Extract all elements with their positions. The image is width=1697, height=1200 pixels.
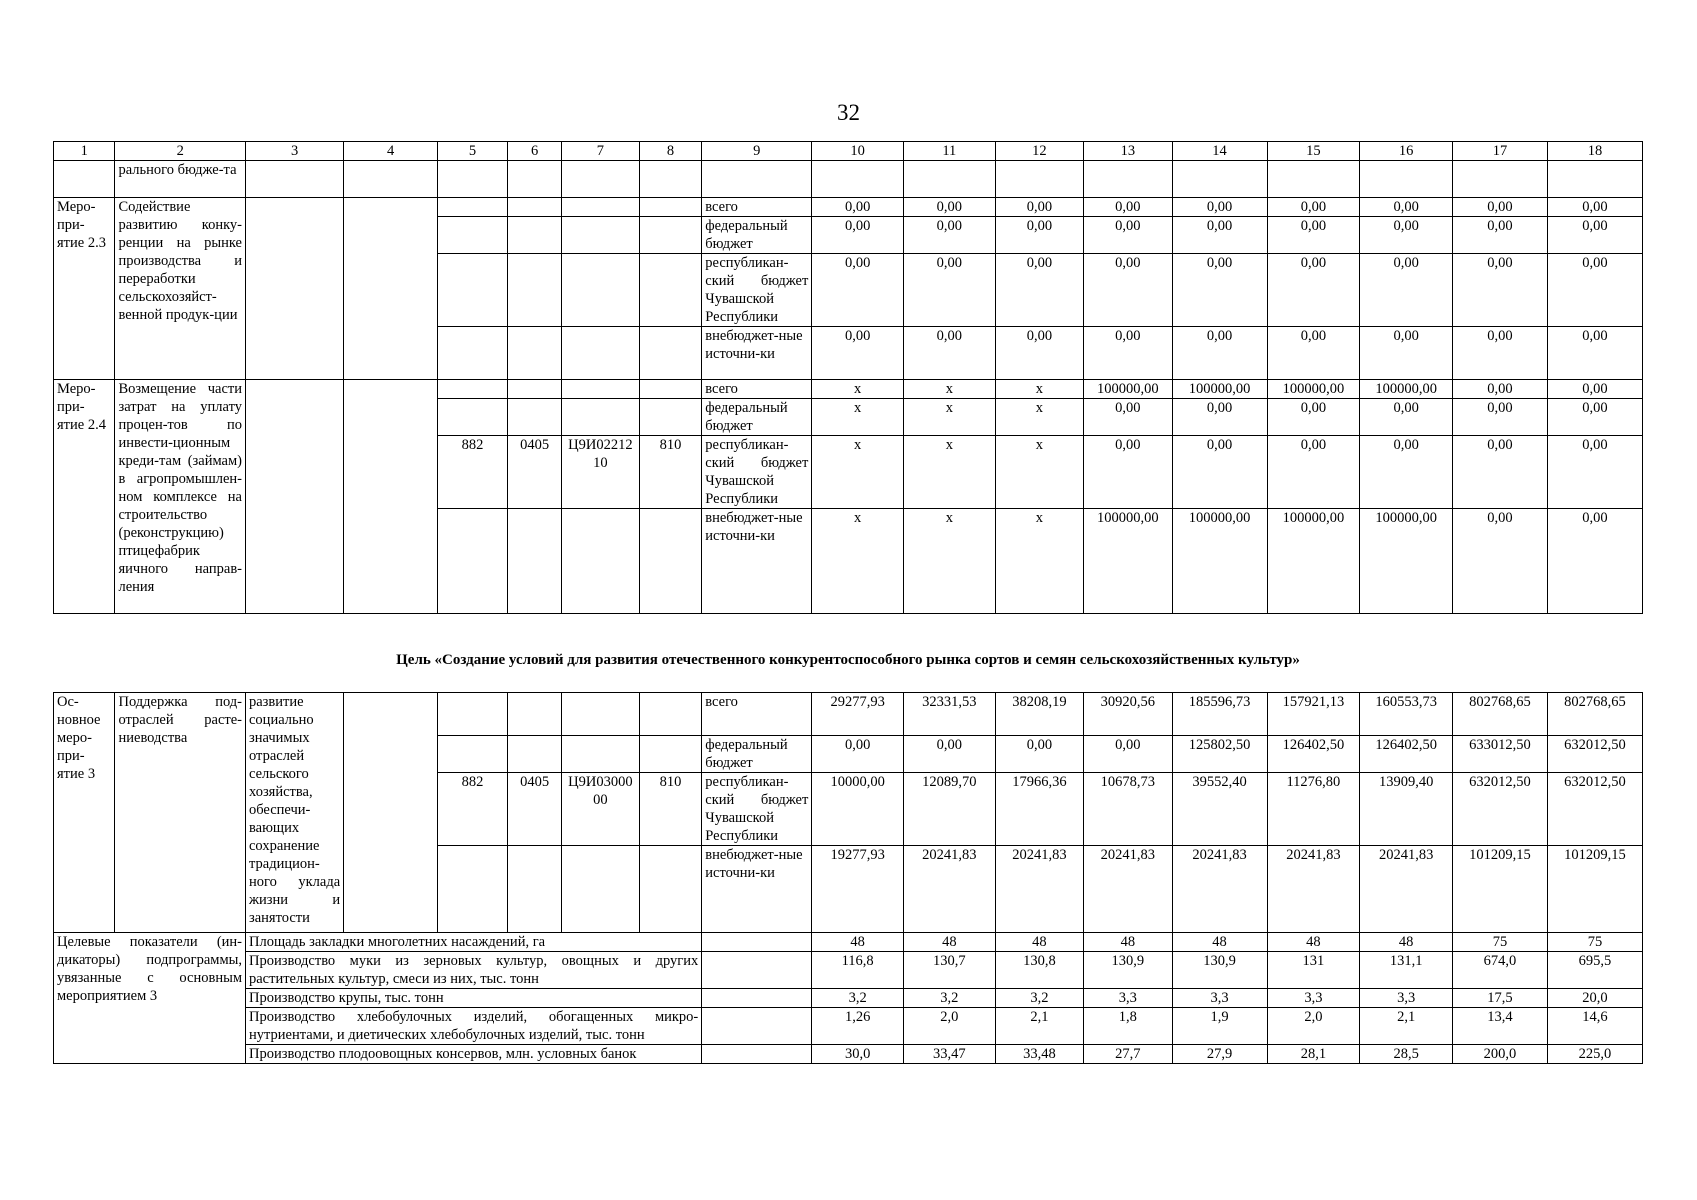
value-cell: 0,00 [1547, 380, 1642, 399]
funding-source: всего [702, 380, 812, 399]
value-cell: 28,1 [1267, 1045, 1360, 1064]
value-cell: 632012,50 [1547, 773, 1642, 846]
value-cell: х [812, 380, 904, 399]
code-expense-type: 810 [639, 773, 702, 846]
value-cell: 3,3 [1360, 989, 1453, 1008]
value-cell: 0,00 [812, 217, 904, 254]
value-cell: 2,0 [903, 1008, 995, 1045]
column-number: 14 [1172, 142, 1267, 161]
code-expense-type: 810 [639, 436, 702, 509]
value-cell: х [903, 509, 995, 614]
code-grbs: 882 [438, 436, 508, 509]
value-cell: 100000,00 [1267, 509, 1360, 614]
value-cell: 0,00 [1453, 436, 1548, 509]
value-cell: 2,0 [1267, 1008, 1360, 1045]
value-cell: х [995, 399, 1083, 436]
table-cell [639, 509, 702, 614]
goal-heading: Цель «Создание условий для развития отечественного конкурентоспособного рынка сортов и семян сельскохозяйственных культур» [396, 652, 1300, 668]
value-cell: 30920,56 [1084, 693, 1172, 736]
value-cell: 802768,65 [1547, 693, 1642, 736]
table-cell [508, 217, 562, 254]
indicators-label: Целевые показатели (ин-дикаторы) подпрограммы, увязанные с основным мероприятием 3 [54, 933, 246, 1064]
value-cell: 100000,00 [1084, 509, 1172, 614]
value-cell: 0,00 [812, 254, 904, 327]
value-cell: 0,00 [903, 198, 995, 217]
budget-table-top [53, 141, 1643, 614]
value-cell: 20241,83 [903, 846, 995, 933]
value-cell: 48 [1084, 933, 1172, 952]
code-section: 0405 [508, 773, 562, 846]
table-cell [702, 989, 812, 1008]
funding-source: федеральный бюджет [702, 736, 812, 773]
value-cell: 75 [1547, 933, 1642, 952]
column-number: 6 [508, 142, 562, 161]
table-cell [54, 161, 115, 198]
value-cell: 126402,50 [1360, 736, 1453, 773]
value-cell: 20241,83 [1172, 846, 1267, 933]
value-cell: 185596,73 [1172, 693, 1267, 736]
column-number: 13 [1084, 142, 1172, 161]
column-number: 16 [1360, 142, 1453, 161]
value-cell: 1,8 [1084, 1008, 1172, 1045]
table-cell [438, 399, 508, 436]
value-cell: 0,00 [995, 327, 1083, 380]
funding-source: республикан-ский бюджет Чувашской Республики [702, 436, 812, 509]
value-cell: 802768,65 [1453, 693, 1548, 736]
table-cell [508, 509, 562, 614]
table-cell [639, 161, 702, 198]
column-number: 10 [812, 142, 904, 161]
funding-source: федеральный бюджет [702, 399, 812, 436]
measure-name: Поддержка под-отраслей расте-ниеводства [115, 693, 246, 933]
table-cell [639, 399, 702, 436]
value-cell: 695,5 [1547, 952, 1642, 989]
table-cell [246, 198, 344, 380]
value-cell: 0,00 [812, 327, 904, 380]
continuation-row [54, 161, 1643, 198]
table-cell [508, 198, 562, 217]
value-cell: 0,00 [1453, 509, 1548, 614]
value-cell: 0,00 [1360, 399, 1453, 436]
funding-source: внебюджет-ные источни-ки [702, 846, 812, 933]
value-cell: 0,00 [903, 327, 995, 380]
table-cell [702, 952, 812, 989]
value-cell: 3,2 [995, 989, 1083, 1008]
table-cell [639, 693, 702, 736]
value-cell: 101209,15 [1547, 846, 1642, 933]
value-cell: 632012,50 [1547, 736, 1642, 773]
value-cell: 0,00 [1453, 380, 1548, 399]
table-cell [438, 380, 508, 399]
value-cell: 3,3 [1084, 989, 1172, 1008]
value-cell: 200,0 [1453, 1045, 1548, 1064]
table-cell [508, 327, 562, 380]
value-cell: 674,0 [1453, 952, 1548, 989]
value-cell: 3,2 [903, 989, 995, 1008]
table-cell [1172, 161, 1267, 198]
table-cell [438, 693, 508, 736]
value-cell: 0,00 [1172, 436, 1267, 509]
value-cell: 20241,83 [1084, 846, 1172, 933]
value-cell: 632012,50 [1453, 773, 1548, 846]
value-cell: 48 [1172, 933, 1267, 952]
value-cell: 100000,00 [1172, 509, 1267, 614]
value-cell: 0,00 [1172, 399, 1267, 436]
table-cell [639, 254, 702, 327]
table-cell [438, 736, 508, 773]
value-cell: 11276,80 [1267, 773, 1360, 846]
value-cell: 0,00 [1547, 509, 1642, 614]
column-number: 12 [995, 142, 1083, 161]
value-cell: 0,00 [1453, 254, 1548, 327]
table-cell [903, 161, 995, 198]
column-number: 15 [1267, 142, 1360, 161]
value-cell: 0,00 [1547, 436, 1642, 509]
value-cell: 0,00 [1360, 217, 1453, 254]
value-cell: х [903, 380, 995, 399]
value-cell: 0,00 [812, 736, 904, 773]
value-cell: х [995, 509, 1083, 614]
table-cell [246, 380, 344, 614]
value-cell: 0,00 [903, 217, 995, 254]
measure-3-row [54, 693, 1643, 736]
value-cell: х [812, 436, 904, 509]
value-cell: 13909,40 [1360, 773, 1453, 846]
value-cell: 0,00 [812, 198, 904, 217]
value-cell: х [903, 436, 995, 509]
table-cell [562, 693, 640, 736]
table-cell [562, 509, 640, 614]
table-cell [438, 161, 508, 198]
table-cell [562, 161, 640, 198]
value-cell: 48 [1360, 933, 1453, 952]
value-cell: 0,00 [1267, 217, 1360, 254]
value-cell: 633012,50 [1453, 736, 1548, 773]
indicator-row [54, 952, 1643, 989]
value-cell: 0,00 [1084, 399, 1172, 436]
funding-source: всего [702, 198, 812, 217]
value-cell: 0,00 [1453, 327, 1548, 380]
value-cell: 29277,93 [812, 693, 904, 736]
value-cell: 32331,53 [903, 693, 995, 736]
measure-label: Меро-при-ятие 2.4 [54, 380, 115, 614]
value-cell: 0,00 [1267, 254, 1360, 327]
value-cell: 0,00 [1267, 436, 1360, 509]
table-cell [1267, 161, 1360, 198]
value-cell: 0,00 [1453, 217, 1548, 254]
value-cell: 100000,00 [1084, 380, 1172, 399]
table-cell [562, 327, 640, 380]
value-cell: 1,9 [1172, 1008, 1267, 1045]
table-cell [702, 1008, 812, 1045]
value-cell: 27,7 [1084, 1045, 1172, 1064]
value-cell: 20,0 [1547, 989, 1642, 1008]
column-number: 3 [246, 142, 344, 161]
value-cell: 0,00 [1084, 254, 1172, 327]
measure-name: Возмещение части затрат на уплату процен-тов по инвести-ционным креди-там (займам) в агропромышлен-ном комплексе на строительство (реконструкцию) птицефабрик яичного направ-ления [115, 380, 246, 614]
value-cell: 116,8 [812, 952, 904, 989]
column-number: 1 [54, 142, 115, 161]
column-number: 5 [438, 142, 508, 161]
measure-name: Содействие развитию конку-ренции на рынке производства и переработки сельскохозяйст-венной продук-ции [115, 198, 246, 380]
code-grbs: 882 [438, 773, 508, 846]
table-cell [344, 693, 438, 933]
value-cell: 0,00 [995, 736, 1083, 773]
column-number: 2 [115, 142, 246, 161]
value-cell: 100000,00 [1267, 380, 1360, 399]
table-cell [562, 380, 640, 399]
value-cell: 100000,00 [1360, 509, 1453, 614]
column-number: 18 [1547, 142, 1642, 161]
table-cell [438, 254, 508, 327]
indicator-name: Производство муки из зерновых культур, овощных и других растительных культур, смеси из них, тыс. тонн [246, 952, 702, 989]
column-number: 17 [1453, 142, 1548, 161]
value-cell: 125802,50 [1172, 736, 1267, 773]
table-cell [995, 161, 1083, 198]
table-cell [508, 399, 562, 436]
value-cell: 0,00 [1172, 217, 1267, 254]
value-cell: 0,00 [1547, 327, 1642, 380]
page-number: 32 [837, 100, 860, 125]
table-cell [812, 161, 904, 198]
column-number: 9 [702, 142, 812, 161]
code-target-article: Ц9И0300000 [562, 773, 640, 846]
value-cell: 0,00 [995, 217, 1083, 254]
value-cell: 20241,83 [995, 846, 1083, 933]
budget-table-bottom [53, 692, 1643, 1064]
table-cell [438, 846, 508, 933]
value-cell: 101209,15 [1453, 846, 1548, 933]
indicator-row [54, 1045, 1643, 1064]
value-cell: х [903, 399, 995, 436]
value-cell: 20241,83 [1267, 846, 1360, 933]
value-cell: 13,4 [1453, 1008, 1548, 1045]
table-cell [1084, 161, 1172, 198]
measure-2-3-row [54, 198, 1643, 217]
indicator-row [54, 933, 1643, 952]
value-cell: 28,5 [1360, 1045, 1453, 1064]
value-cell: 48 [812, 933, 904, 952]
table-cell [508, 254, 562, 327]
value-cell: х [812, 509, 904, 614]
value-cell: 100000,00 [1360, 380, 1453, 399]
header-row [54, 142, 1643, 161]
value-cell: 33,48 [995, 1045, 1083, 1064]
value-cell: 0,00 [1360, 436, 1453, 509]
funding-source: республикан-ский бюджет Чувашской Республики [702, 773, 812, 846]
table-cell [508, 380, 562, 399]
value-cell: 0,00 [1172, 198, 1267, 217]
value-cell: 38208,19 [995, 693, 1083, 736]
table-cell [1453, 161, 1548, 198]
value-cell: 0,00 [1084, 436, 1172, 509]
value-cell: 126402,50 [1267, 736, 1360, 773]
column-number: 7 [562, 142, 640, 161]
value-cell: 19277,93 [812, 846, 904, 933]
value-cell: 17,5 [1453, 989, 1548, 1008]
value-cell: 131 [1267, 952, 1360, 989]
indicator-name: Производство плодоовощных консервов, млн. условных банок [246, 1045, 702, 1064]
value-cell: 48 [1267, 933, 1360, 952]
value-cell: 17966,36 [995, 773, 1083, 846]
table-cell [562, 198, 640, 217]
value-cell: х [995, 380, 1083, 399]
value-cell: 131,1 [1360, 952, 1453, 989]
value-cell: 0,00 [1547, 198, 1642, 217]
value-cell: 39552,40 [1172, 773, 1267, 846]
column-number: 8 [639, 142, 702, 161]
value-cell: 0,00 [1084, 327, 1172, 380]
value-cell: 27,9 [1172, 1045, 1267, 1064]
value-cell: 0,00 [1453, 399, 1548, 436]
indicator-name: Площадь закладки многолетних насаждений, га [246, 933, 702, 952]
value-cell: 48 [995, 933, 1083, 952]
value-cell: 30,0 [812, 1045, 904, 1064]
value-cell: 0,00 [1360, 327, 1453, 380]
value-cell: 0,00 [1547, 217, 1642, 254]
value-cell: 130,9 [1084, 952, 1172, 989]
value-cell: 0,00 [1360, 198, 1453, 217]
table-cell [562, 846, 640, 933]
value-cell: 0,00 [1547, 254, 1642, 327]
value-cell: 10678,73 [1084, 773, 1172, 846]
value-cell: 0,00 [1172, 254, 1267, 327]
value-cell: 0,00 [1084, 736, 1172, 773]
indicator-name: Производство хлебобулочных изделий, обогащенных микро-нутриентами, и диетических хлебобулочных изделий, тыс. тонн [246, 1008, 702, 1045]
table-cell [508, 846, 562, 933]
value-cell: 0,00 [1267, 399, 1360, 436]
value-cell: 0,00 [903, 736, 995, 773]
value-cell: 14,6 [1547, 1008, 1642, 1045]
table-cell [1547, 161, 1642, 198]
value-cell: 10000,00 [812, 773, 904, 846]
table-cell [438, 509, 508, 614]
table-cell [344, 380, 438, 614]
table-cell [344, 161, 438, 198]
value-cell: 0,00 [995, 198, 1083, 217]
table-cell [702, 1045, 812, 1064]
value-cell: 160553,73 [1360, 693, 1453, 736]
value-cell: 0,00 [1084, 198, 1172, 217]
value-cell: 157921,13 [1267, 693, 1360, 736]
table-cell [246, 161, 344, 198]
value-cell: 1,26 [812, 1008, 904, 1045]
funding-source: федеральный бюджет [702, 217, 812, 254]
column-number: 11 [903, 142, 995, 161]
table-cell [344, 198, 438, 380]
measure-goal-link: развитие социально значимых отраслей сельского хозяйства, обеспечи-вающих сохранение традицион-ного уклада жизни и занятости [246, 693, 344, 933]
value-cell: 0,00 [995, 254, 1083, 327]
value-cell: 33,47 [903, 1045, 995, 1064]
table-cell [639, 327, 702, 380]
indicator-row [54, 989, 1643, 1008]
indicator-row [54, 1008, 1643, 1045]
value-cell: 225,0 [1547, 1045, 1642, 1064]
value-cell: 0,00 [1172, 327, 1267, 380]
table-cell [562, 254, 640, 327]
value-cell: 2,1 [995, 1008, 1083, 1045]
code-section: 0405 [508, 436, 562, 509]
value-cell: 130,9 [1172, 952, 1267, 989]
table-cell [702, 161, 812, 198]
table-cell [562, 217, 640, 254]
value-cell: 12089,70 [903, 773, 995, 846]
table-cell [639, 846, 702, 933]
value-cell: 100000,00 [1172, 380, 1267, 399]
table-cell [438, 327, 508, 380]
indicator-name: Производство крупы, тыс. тонн [246, 989, 702, 1008]
value-cell: 0,00 [903, 254, 995, 327]
table-cell [438, 217, 508, 254]
table-cell [639, 217, 702, 254]
measure-label: Ос-новное меро-при-ятие 3 [54, 693, 115, 933]
table-cell [508, 736, 562, 773]
value-cell: 3,3 [1172, 989, 1267, 1008]
funding-source: всего [702, 693, 812, 736]
value-cell: 0,00 [1267, 327, 1360, 380]
item-name-continued: рального бюдже-та [115, 161, 246, 198]
funding-source: республикан-ский бюджет Чувашской Республики [702, 254, 812, 327]
table-cell [639, 198, 702, 217]
value-cell: 0,00 [1453, 198, 1548, 217]
table-cell [562, 399, 640, 436]
table-cell [639, 736, 702, 773]
value-cell: 130,8 [995, 952, 1083, 989]
value-cell: 2,1 [1360, 1008, 1453, 1045]
value-cell: 0,00 [1084, 217, 1172, 254]
measure-2-4-row [54, 380, 1643, 399]
value-cell: 0,00 [1267, 198, 1360, 217]
table-cell [438, 198, 508, 217]
column-number: 4 [344, 142, 438, 161]
funding-source: внебюджет-ные источни-ки [702, 327, 812, 380]
value-cell: х [812, 399, 904, 436]
value-cell: 3,3 [1267, 989, 1360, 1008]
value-cell: 130,7 [903, 952, 995, 989]
funding-source: внебюджет-ные источни-ки [702, 509, 812, 614]
table-cell [508, 693, 562, 736]
table-cell [1360, 161, 1453, 198]
value-cell: 3,2 [812, 989, 904, 1008]
value-cell: 75 [1453, 933, 1548, 952]
measure-label: Меро-при-ятие 2.3 [54, 198, 115, 380]
value-cell: 48 [903, 933, 995, 952]
value-cell: 20241,83 [1360, 846, 1453, 933]
value-cell: 0,00 [1360, 254, 1453, 327]
table-cell [562, 736, 640, 773]
code-target-article: Ц9И0221210 [562, 436, 640, 509]
table-cell [702, 933, 812, 952]
table-cell [639, 380, 702, 399]
value-cell: 0,00 [1547, 399, 1642, 436]
table-cell [508, 161, 562, 198]
value-cell: х [995, 436, 1083, 509]
